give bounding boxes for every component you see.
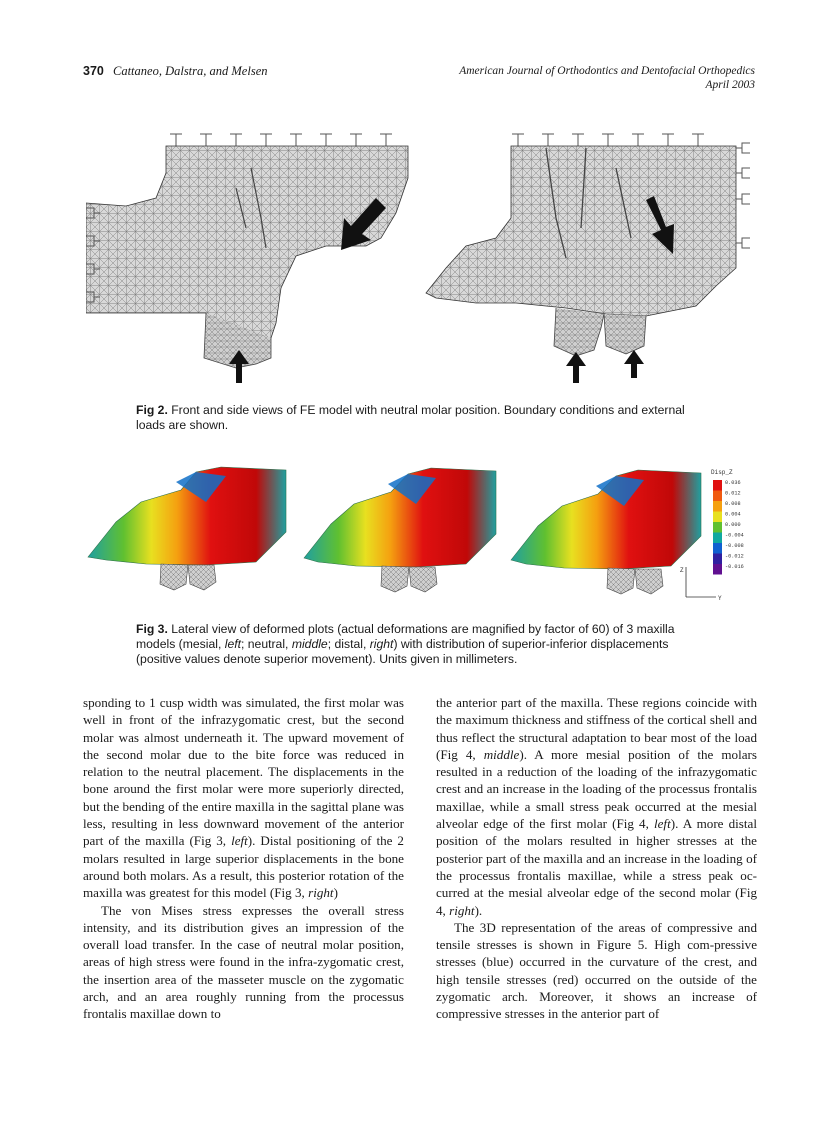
fig2-label: Fig 2. [136,403,168,417]
deformed-model-mesial [88,467,286,590]
fig2-caption [136,403,706,433]
legend-value: -0.016 [725,564,744,570]
fig3-caption-sep2: ; distal, [327,637,370,652]
fig3-caption-middle: middle [291,637,328,652]
molar-crown-right-1 [554,308,604,356]
legend-value: -0.008 [725,543,744,549]
legend-value: -0.012 [725,553,744,560]
text-run: middle [483,746,520,762]
fig3-caption-left: left [224,637,241,652]
boundary-supports-top-right [512,134,704,146]
deformed-model-neutral [304,468,496,592]
paragraph [436,694,757,919]
header-right [459,64,755,92]
boundary-supports-top-left [170,134,392,146]
axis-y-label: Y [718,595,722,602]
running-header [83,64,755,94]
paragraph: The 3D representation of the areas of compressive and tensile stresses is shown in Figure 5. High com-pressive stresses (blue) occurred in the curvature of the crest, and high tensile stresses (red) occurred on the outside of the zygomatic arch. Moreover, it shows an increase of compressive stresses in the anterior part of [436,919,757,1022]
legend-swatch [713,501,722,512]
fe-mesh-figure [86,128,758,388]
text-run: ). [474,902,483,918]
body-column-right [436,694,757,1023]
text-run: right [308,885,334,901]
legend-swatch [713,480,722,491]
text-run: ). A more mesial position of the molars resulted in a reduction of the loading of the infrazygomatic crest and an increase in the loading of the processus frontalis maxillae, while a small stress peak occurred at the mesial alveolar edge of the first molar (Fig 4, [436,746,757,832]
header-authors: Cattaneo, Dalstra, and Melsen [112,64,268,78]
legend-swatch [713,491,722,502]
figure-3 [86,462,758,612]
text-run: left [231,833,248,849]
text-run: ). Distal positioning of the 2 molars resulted in large superior displacements in the bone around both molars. As a result, this posterior rotation of the maxilla was greatest for this model (Fig 3, [83,833,404,901]
legend-value: 0.000 [725,522,741,528]
legend-swatch [713,512,722,523]
deformed-plots-figure [86,462,758,612]
legend-swatch [713,554,722,565]
text-run: sponding to 1 cusp width was simulated, the first molar was well in front of the infrazygomatic crest, but the second molar was almost underneath it. The upward movement of the second molar due to the bite force was reduced in relation to the neutral placement. The displacements in the bone around the first molar were more superiorly directed, but the bending of the entire maxilla in the sagittal plane was less, resulting in less downward movement of the anterior part of the maxilla (Fig 3, [83,695,404,849]
text-run: ). A more distal position of the molars resulted in higher stresses at the posterior part of the maxilla and an increase in the loading of the processus frontalis maxillae, while a stress peak oc-curred at the mesial alveolar edge of the second molar (Fig 4, [436,816,757,918]
legend-swatch [713,533,722,544]
legend-swatch [713,564,722,575]
legend-swatch [713,543,722,554]
fig3-caption-part-b: ) with distribution of superior-inferior displacements (positive values denote superior movement). Units given in millimeters. [136,637,669,667]
boundary-supports-right [736,143,750,248]
paragraph: The von Mises stress expresses the overall stress intensity, and its distribution gives an impression of the overall load transfer. In the case of neutral molar position, areas of high stress were found in the infra-zygomatic crest, the insertion area of the masseter muscle on the zygomatic arch, and an area roughly running from the processus frontalis maxillae down to [83,902,404,1022]
fig3-caption-part-a: Lateral view of deformed plots (actual deformations are magnified by factor of 60) of 3 maxilla models (mesial, [136,622,675,652]
fig2-caption-text: Front and side views of FE model with neutral molar position. Boundary conditions and external loads are shown. [136,403,685,433]
figure-2 [86,128,758,388]
legend-value: 0.012 [725,490,741,497]
fig3-caption [136,622,706,668]
axis-z-label: Z [680,567,684,574]
load-arrow-up-right-2 [624,350,644,378]
molar-crown-right-2 [604,314,646,354]
text-run: the anterior part of the maxilla. These regions coincide with the maximum thickness and stiffness of the cortical shell and thus reflect the structural adaptation to bear most of the load (Fig 4, [436,695,757,762]
fig3-label: Fig 3. [136,622,168,636]
paragraph [83,694,404,902]
legend-value: 0.008 [725,501,741,507]
fig3-caption-sep1: ; neutral, [241,637,292,652]
legend-value: 0.036 [725,480,741,486]
legend-swatch [713,522,722,533]
journal-name: American Journal of Orthodontics and Dentofacial Orthopedics [459,65,755,77]
body-column-left [83,694,404,1023]
text-run: right [449,902,475,918]
header-left [83,64,268,79]
legend-value: 0.004 [725,511,741,518]
side-view-mesh [426,146,736,316]
page-number: 370 [83,64,104,78]
text-run: ) [333,885,338,901]
deformed-model-distal [511,470,701,594]
legend-value: -0.004 [725,532,744,539]
legend-title: Disp_Z [711,469,733,476]
load-arrow-up-right-1 [566,352,586,383]
journal-issue: April 2003 [705,79,755,91]
fig3-caption-right: right [369,637,394,652]
color-legend [711,469,744,575]
text-run: left [653,816,671,832]
